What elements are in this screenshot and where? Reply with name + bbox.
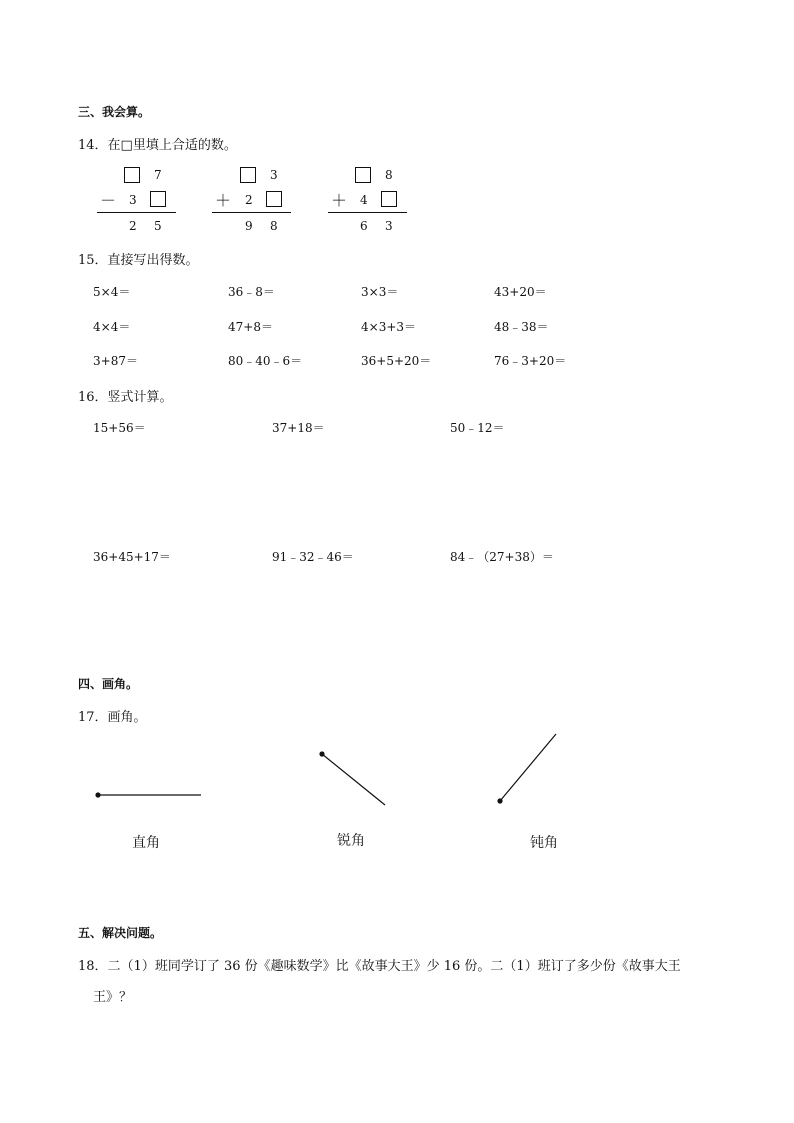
digit: 2 <box>245 193 253 207</box>
question-16-title: 16．竖式计算。 <box>78 390 173 405</box>
digit: 9 <box>245 219 253 233</box>
vertex-dot <box>319 751 324 756</box>
question-18-line-2: 王》？ <box>93 990 133 1005</box>
digit: 3 <box>270 168 278 182</box>
question-15-title: 15．直接写出得数。 <box>78 253 199 268</box>
vertical-calc-item: 84﹣（27+38）＝ <box>450 550 554 564</box>
mental-math-item: 36+5+20＝ <box>361 354 432 368</box>
vertical-calc-item: 15+56＝ <box>93 421 146 435</box>
acute-angle-ray <box>319 751 385 805</box>
digit: 6 <box>360 219 368 233</box>
mental-math-item: 4×3+3＝ <box>361 320 417 334</box>
digit: 7 <box>154 168 162 182</box>
mental-math-item: 80﹣40﹣6＝ <box>228 354 303 368</box>
digit: 3 <box>129 193 137 207</box>
question-14-title: 14．在□里填上合适的数。 <box>78 138 237 153</box>
operator: － <box>100 191 117 210</box>
section-heading-5: 五、解决问题。 <box>78 926 163 940</box>
operator: ＋ <box>331 191 348 210</box>
mental-math-item: 5×4＝ <box>93 285 131 299</box>
mental-math-item: 43+20＝ <box>494 285 547 299</box>
mental-math-item: 36﹣8＝ <box>228 285 275 299</box>
vertex-dot <box>497 798 502 803</box>
vertical-calc-item: 37+18＝ <box>272 421 325 435</box>
mental-math-item: 3+87＝ <box>93 354 138 368</box>
mental-math-item: 47+8＝ <box>228 320 273 334</box>
question-17-title: 17．画角。 <box>78 710 147 725</box>
vertex-dot <box>95 792 100 797</box>
digit: 4 <box>360 193 368 207</box>
vertical-calc-item: 50﹣12＝ <box>450 421 505 435</box>
vertical-calc-item: 36+45+17＝ <box>93 550 171 564</box>
section-heading-4: 四、画角。 <box>78 677 139 691</box>
acute-angle-label: 锐角 <box>337 833 365 849</box>
right-angle-label: 直角 <box>132 835 160 851</box>
obtuse-angle-ray <box>497 734 556 804</box>
digit: 2 <box>129 219 137 233</box>
mental-math-item: 3×3＝ <box>361 285 399 299</box>
operator: ＋ <box>215 191 232 210</box>
digit: 3 <box>385 219 393 233</box>
vertical-calc-item: 91﹣32﹣46＝ <box>272 550 354 564</box>
digit: 8 <box>270 219 278 233</box>
right-angle-ray <box>95 792 201 797</box>
mental-math-item: 48﹣38＝ <box>494 320 549 334</box>
mental-math-item: 4×4＝ <box>93 320 131 334</box>
section-heading-3: 三、我会算。 <box>78 105 151 119</box>
mental-math-item: 76﹣3+20＝ <box>494 354 567 368</box>
digit: 8 <box>385 168 393 182</box>
digit: 5 <box>154 219 162 233</box>
obtuse-angle-label: 钝角 <box>530 835 558 851</box>
question-18-line-1: 18．二（1）班同学订了 36 份《趣味数学》比《故事大王》少 16 份。二（1）班订了多少份《故事大王 <box>78 959 681 974</box>
